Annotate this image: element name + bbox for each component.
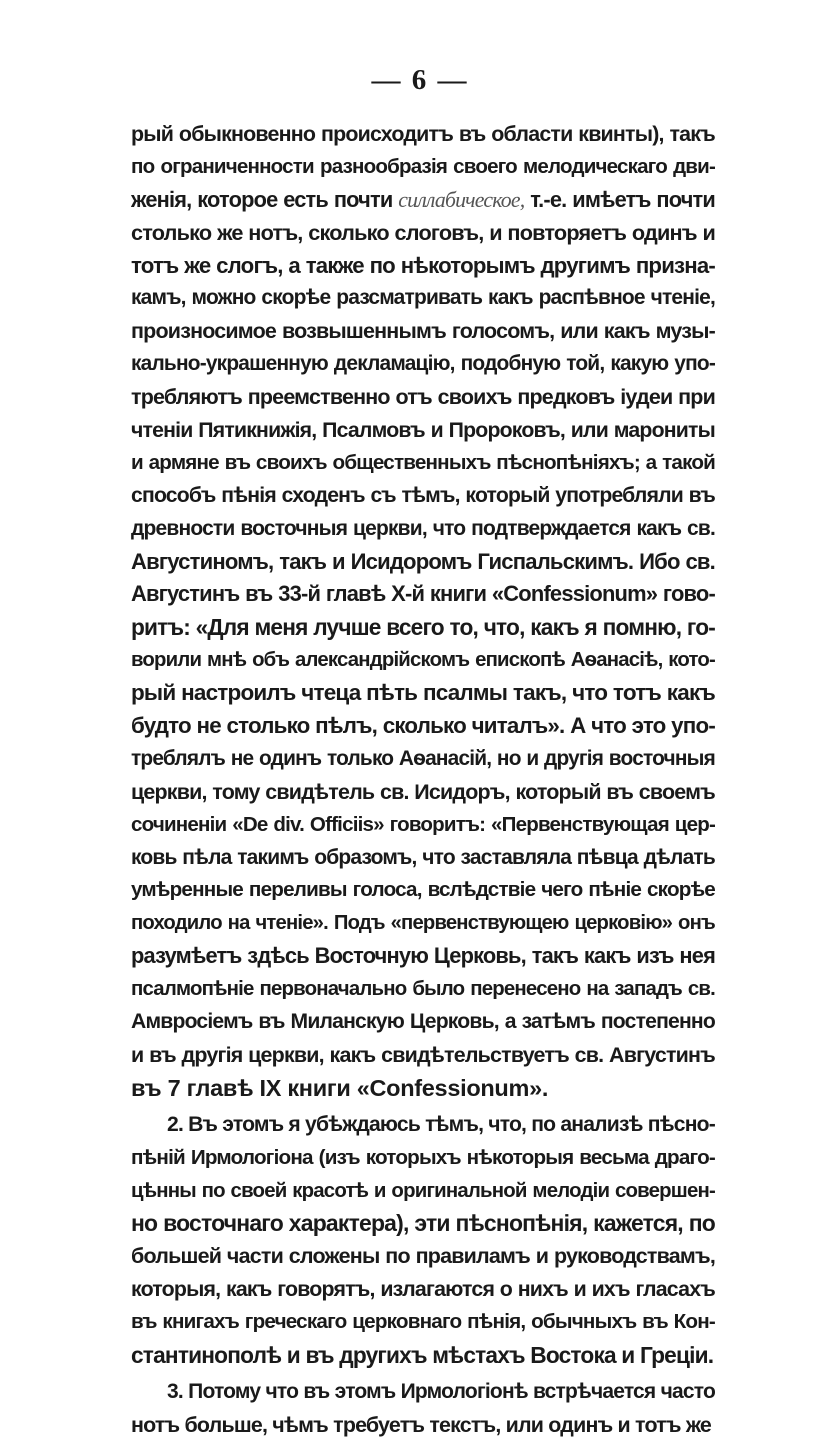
text-line: рый настроилъ чтеца пѣть псалмы такъ, что тотъ какъ: [131, 680, 715, 706]
text-line: умѣренные переливы голоса, вслѣдствіе чего пѣніе скорѣе: [131, 878, 715, 902]
text-line: цѣнны по своей красотѣ и оригинальной мелодіи совершен-: [131, 1179, 715, 1202]
text-line: ритъ: «Для меня лучше всего то, что, какъ я помню, го-: [131, 614, 715, 641]
text-line: кально-украшенную декламацію, подобную той, какую упо-: [131, 352, 715, 376]
text-line: требляютъ преемственно отъ своихъ предковъ іудеи при: [131, 385, 715, 410]
text-line: по ограниченности разнообразія своего мелодическаго дви-: [131, 154, 715, 178]
text-line: Амвросіемъ въ Миланскую Церковь, а затѣмъ постепенно: [131, 1010, 715, 1034]
text-line: нотъ больше, чѣмъ требуетъ текстъ, или одинъ и тотъ же: [131, 1412, 712, 1437]
text-line: походило на чтеніе». Подъ «первенствующею церковію» онъ: [131, 912, 715, 935]
text-line: и армяне въ своихъ общественныхъ пѣснопѣніяхъ; а такой: [131, 450, 715, 474]
text-line: рый обыкновенно происходитъ въ области квинты), такъ: [131, 122, 715, 146]
text-line: женія, которое есть почти силлабическое, т.-е. имѣетъ почти: [131, 186, 715, 212]
text-line: и въ другія церкви, какъ свидѣтельствуетъ св. Августинъ: [131, 1042, 715, 1067]
text-line: сочиненіи «De div. Officiis» говоритъ: «Первенствующая цер-: [131, 812, 715, 836]
text-line: произносимое возвышеннымъ голосомъ, или какъ музы-: [131, 319, 715, 344]
text-line: Августинъ въ 33-й главѣ Х-й книги «Confessionum» гово-: [131, 581, 715, 607]
text-line: будто не столько пѣлъ, сколько читалъ». А что это упо-: [131, 713, 715, 739]
text-line: Августиномъ, такъ и Исидоромъ Гиспальскимъ. Ибо св.: [131, 548, 715, 574]
text-line: тотъ же слогъ, а также по нѣкоторымъ другимъ призна-: [131, 252, 715, 278]
text-line: треблялъ не одинъ только Аѳанасій, но и другія восточныя: [131, 746, 715, 770]
text-line: древности восточныя церкви, что подтверждается какъ св.: [131, 516, 715, 540]
text-line: стантинополѣ и въ другихъ мѣстахъ Востока и Греціи.: [131, 1341, 714, 1368]
page-number: — 6 —: [371, 64, 469, 96]
text-line: разумѣетъ здѣсь Восточную Церковь, такъ какъ изъ нея: [131, 943, 715, 969]
text-line: чтеніи Пятикнижія, Псалмовъ и Пророковъ, или марониты: [131, 418, 715, 443]
text-line: которыя, какъ говорятъ, излагаются о нихъ и ихъ гласахъ: [131, 1277, 715, 1302]
text-line: столько же нотъ, сколько слоговъ, и повторяетъ одинъ и: [131, 219, 715, 245]
text-line: въ 7 главѣ IX книги «Confessionum».: [131, 1074, 549, 1101]
italic-term: силлабическое,: [398, 187, 525, 212]
text-line: камъ, можно скорѣе разсматривать какъ распѣвное чтеніе,: [131, 286, 715, 310]
text-line: большей части сложены по правиламъ и руководствамъ,: [131, 1244, 715, 1269]
text-line: но восточнаго характера), эти пѣснопѣнія, кажется, по: [131, 1210, 715, 1237]
text-line: ковь пѣла такимъ образомъ, что заставляла пѣвца дѣлать: [131, 845, 715, 869]
text-line: церкви, тому свидѣтель св. Исидоръ, который въ своемъ: [131, 779, 715, 804]
text-line: псалмопѣніе первоначально было перенесено на западъ св.: [131, 978, 715, 1001]
text-line: 2. Въ этомъ я убѣждаюсь тѣмъ, что, по анализѣ пѣсно-: [167, 1112, 715, 1136]
text-line: 3. Потому что въ этомъ Ирмологіонѣ встрѣчается часто: [167, 1379, 715, 1403]
text-line: въ книгахъ греческаго церковнаго пѣнія, обычныхъ въ Кон-: [131, 1310, 715, 1334]
text-line: пѣній Ирмологіона (изъ которыхъ нѣкоторыя весьма драго-: [131, 1145, 715, 1169]
body-text: [131, 118, 715, 1442]
text-line: способъ пѣнія сходенъ съ тѣмъ, который употребляли въ: [131, 483, 715, 507]
text-line: ворили мнѣ объ александрійскомъ епископѣ Аѳанасіѣ, кото-: [131, 649, 715, 672]
